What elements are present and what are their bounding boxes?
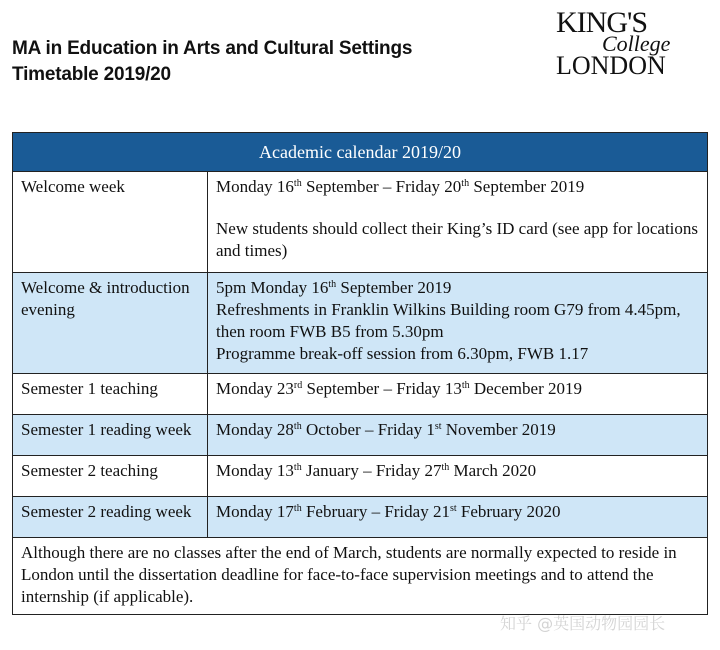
row-details [208, 273, 708, 374]
table-row [13, 456, 708, 497]
row-label: Semester 1 teaching [13, 374, 208, 415]
table-row [13, 172, 708, 273]
logo-line-3: LONDON [556, 51, 666, 80]
row-label: Semester 2 reading week [13, 497, 208, 538]
document-title [12, 36, 412, 88]
row-date: Monday 28th October – Friday 1st November 2019 [216, 420, 556, 439]
table-row [13, 497, 708, 538]
logo-line-1: KING'S [556, 6, 648, 39]
row-details [208, 456, 708, 497]
table-row [13, 374, 708, 415]
row-date: Monday 13th January – Friday 27th March 2020 [216, 461, 537, 480]
row-line-3: Programme break-off session from 6.30pm, FWB 1.17 [216, 344, 589, 363]
title-line-1: MA in Education in Arts and Cultural Settings [12, 38, 413, 59]
row-label: Welcome week [13, 172, 208, 273]
row-label: Semester 1 reading week [13, 415, 208, 456]
row-date: Monday 16th September – Friday 20th September 2019 [216, 177, 585, 196]
table-row [13, 415, 708, 456]
row-date: Monday 23rd September – Friday 13th December 2019 [216, 379, 582, 398]
watermark-text: 知乎 @英国动物园园长 [500, 614, 666, 633]
row-date: Monday 17th February – Friday 21st February 2020 [216, 502, 561, 521]
table-header-row [13, 133, 708, 172]
row-details [208, 374, 708, 415]
row-label: Welcome & introduction evening [13, 273, 208, 374]
table-row [13, 273, 708, 374]
row-line-2: Refreshments in Franklin Wilkins Building room G79 from 4.45pm, then room FWB B5 from 5.30pm [216, 300, 681, 341]
logo-line-2: College [602, 31, 671, 56]
kings-college-london-logo [556, 8, 686, 78]
row-date: 5pm Monday 16th September 2019 [216, 278, 452, 297]
row-details [208, 415, 708, 456]
row-note: New students should collect their King’s ID card (see app for locations and times) [216, 219, 699, 260]
row-details [208, 497, 708, 538]
row-label: Semester 2 teaching [13, 456, 208, 497]
title-line-2: Timetable 2019/20 [12, 64, 171, 85]
table-footer-row [13, 538, 708, 615]
table-footer-note: Although there are no classes after the end of March, students are normally expected to reside in London until the dissertation deadline for face-to-face supervision meetings and to attend the internship (if applicable). [13, 538, 708, 615]
table-heading: Academic calendar 2019/20 [13, 133, 708, 172]
academic-calendar-table [12, 132, 708, 615]
row-details [208, 172, 708, 273]
